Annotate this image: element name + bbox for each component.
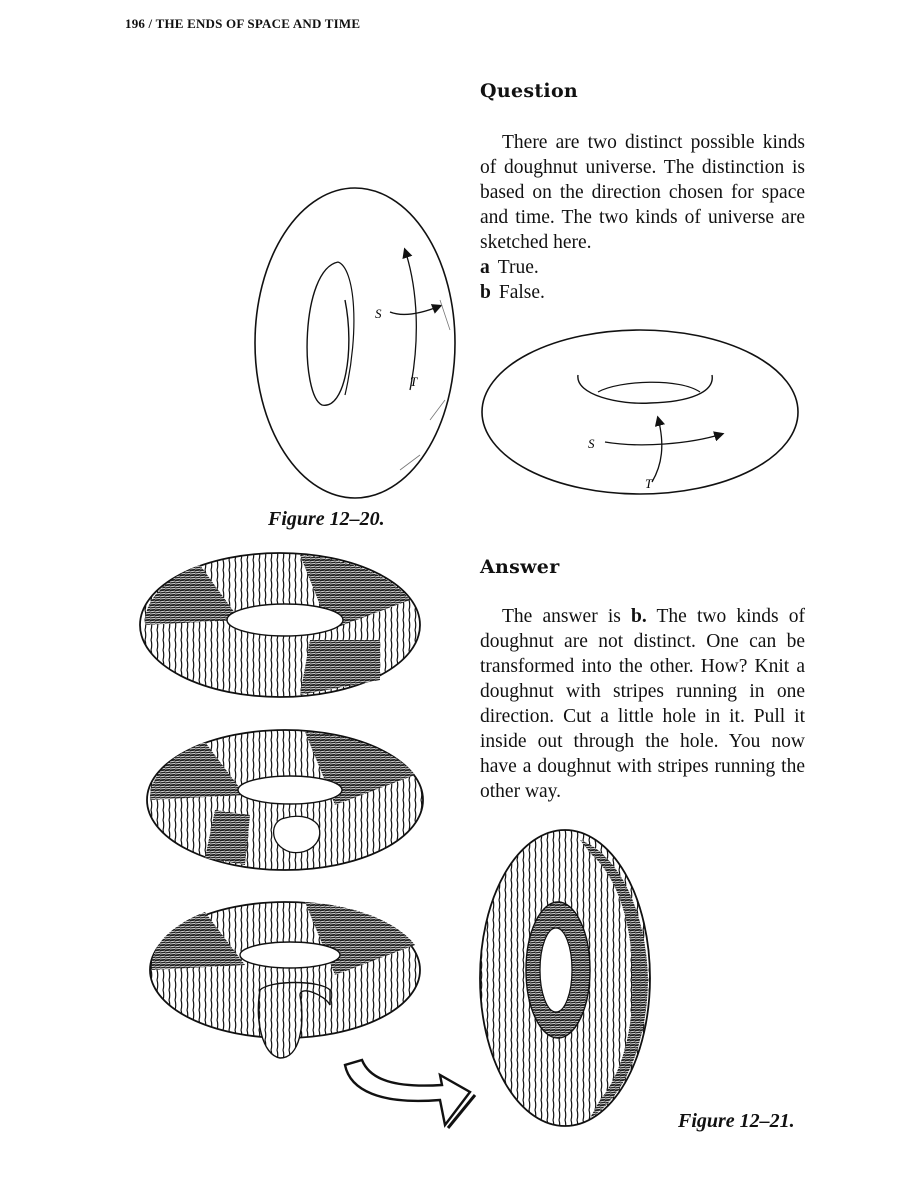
option-b-text: False. — [498, 282, 545, 303]
option-a-letter: a — [480, 257, 490, 278]
figure-20-caption: Figure 12–20. — [268, 508, 385, 530]
striped-doughnut-2 — [147, 730, 423, 870]
curved-arrow-drawing — [345, 1060, 475, 1128]
answer-key: b. — [630, 606, 647, 627]
horizontal-torus-drawing — [482, 330, 798, 494]
striped-doughnut-1 — [140, 553, 420, 697]
striped-doughnut-3 — [150, 902, 420, 1058]
label-s1: S — [375, 306, 382, 321]
option-a-text: True. — [497, 257, 539, 278]
figure-21-caption: Figure 12–21. — [678, 1110, 795, 1132]
option-b-letter: b — [480, 282, 491, 303]
label-s2: S — [588, 436, 595, 451]
answer-heading: Answer — [480, 556, 560, 578]
answer-body — [480, 604, 805, 804]
answer-text — [480, 604, 805, 804]
label-t1: T — [410, 374, 418, 389]
inside-out-doughnut — [480, 830, 650, 1126]
running-header: 196 / THE ENDS OF SPACE AND TIME — [125, 16, 361, 31]
label-t2: T — [645, 476, 653, 491]
question-heading: Question — [480, 80, 579, 102]
question-text: There are two distinct possible kinds of doughnut universe. The distinction is based on the direction chosen for space and time. The two kinds of universe are sketched here. — [480, 132, 805, 253]
answer-explanation: The two kinds of doughnut are not distinct. One can be transformed into the other. How? Knit a doughnut with stripes running in one direction. Cut a little hole in it. Pull it inside out through the hole. You now have a doughnut with stripes running the other way. — [480, 606, 805, 802]
answer-lead: The answer is — [502, 606, 631, 627]
vertical-torus-drawing — [255, 188, 455, 498]
